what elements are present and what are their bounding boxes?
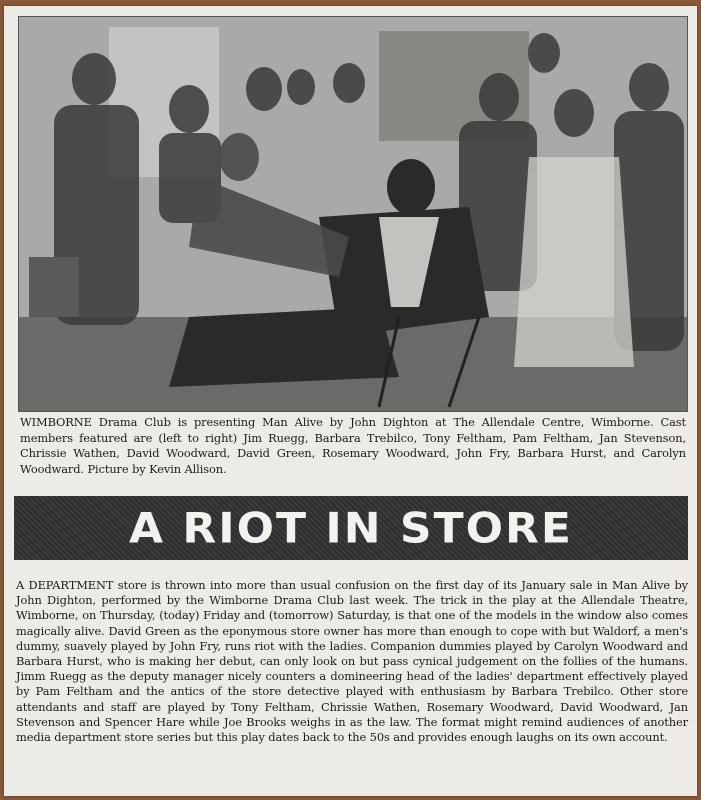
headline-banner — [14, 496, 688, 560]
article-lead: A DEPARTMENT — [16, 578, 114, 592]
article-text: store is thrown into more than usual confusion on the first day of its January sale in Man Alive by John Dighton, performed by the Wimborne Drama Club last week. The trick in the play at the Allendale Theatre, Wimborne, on Thursday, (today) Friday and (tomorrow) Saturday, is that one of the models in the window also comes magically alive. David Green as the eponymous store owner has more than enough to cope with but Waldorf, a men's dummy, suavely played by John Fry, runs riot with the ladies. Companion dummies played by Carolyn Woodward and Barbara Hurst, who is making her debut, can only look on but pass cynical judgement on the follies of the humans. Jimm Ruegg as the deputy manager nicely counters a domineering head of the ladies' department effectively played by Pam Feltham and the antics of the store detective played with enthusiasm by Barbara Trebilco. Other store attendants and staff are played by Tony Feltham, Chrissie Wathen, Rosemary Woodward, David Woodward, Jan Stevenson and Spencer Hare while Joe Brooks weighs in as the law. The format might remind audiences of another media department store series but this play dates back to the 50s and provides enough laughs on its own account. — [16, 578, 688, 745]
cast-photo — [18, 16, 688, 412]
headline: A RIOT IN STORE — [129, 503, 573, 553]
photo-caption — [20, 415, 686, 477]
article-body — [16, 578, 688, 745]
cast-photo-illustration — [19, 17, 687, 411]
caption-text: Drama Club is presenting Man Alive by John Dighton at The Allendale Centre, Wimborne. Cast members featured are (left to right) Jim Ruegg, Barbara Trebilco, Tony Feltham, Pam Feltham, Jan Stevenson, Chrissie Wathen, David Woodward, David Green, Rosemary Woodward, John Fry, Barbara Hurst, and Carolyn Woodward. Picture by Kevin Allison. — [20, 415, 686, 476]
newspaper-clipping — [4, 6, 697, 796]
caption-lead: WIMBORNE — [20, 415, 92, 429]
